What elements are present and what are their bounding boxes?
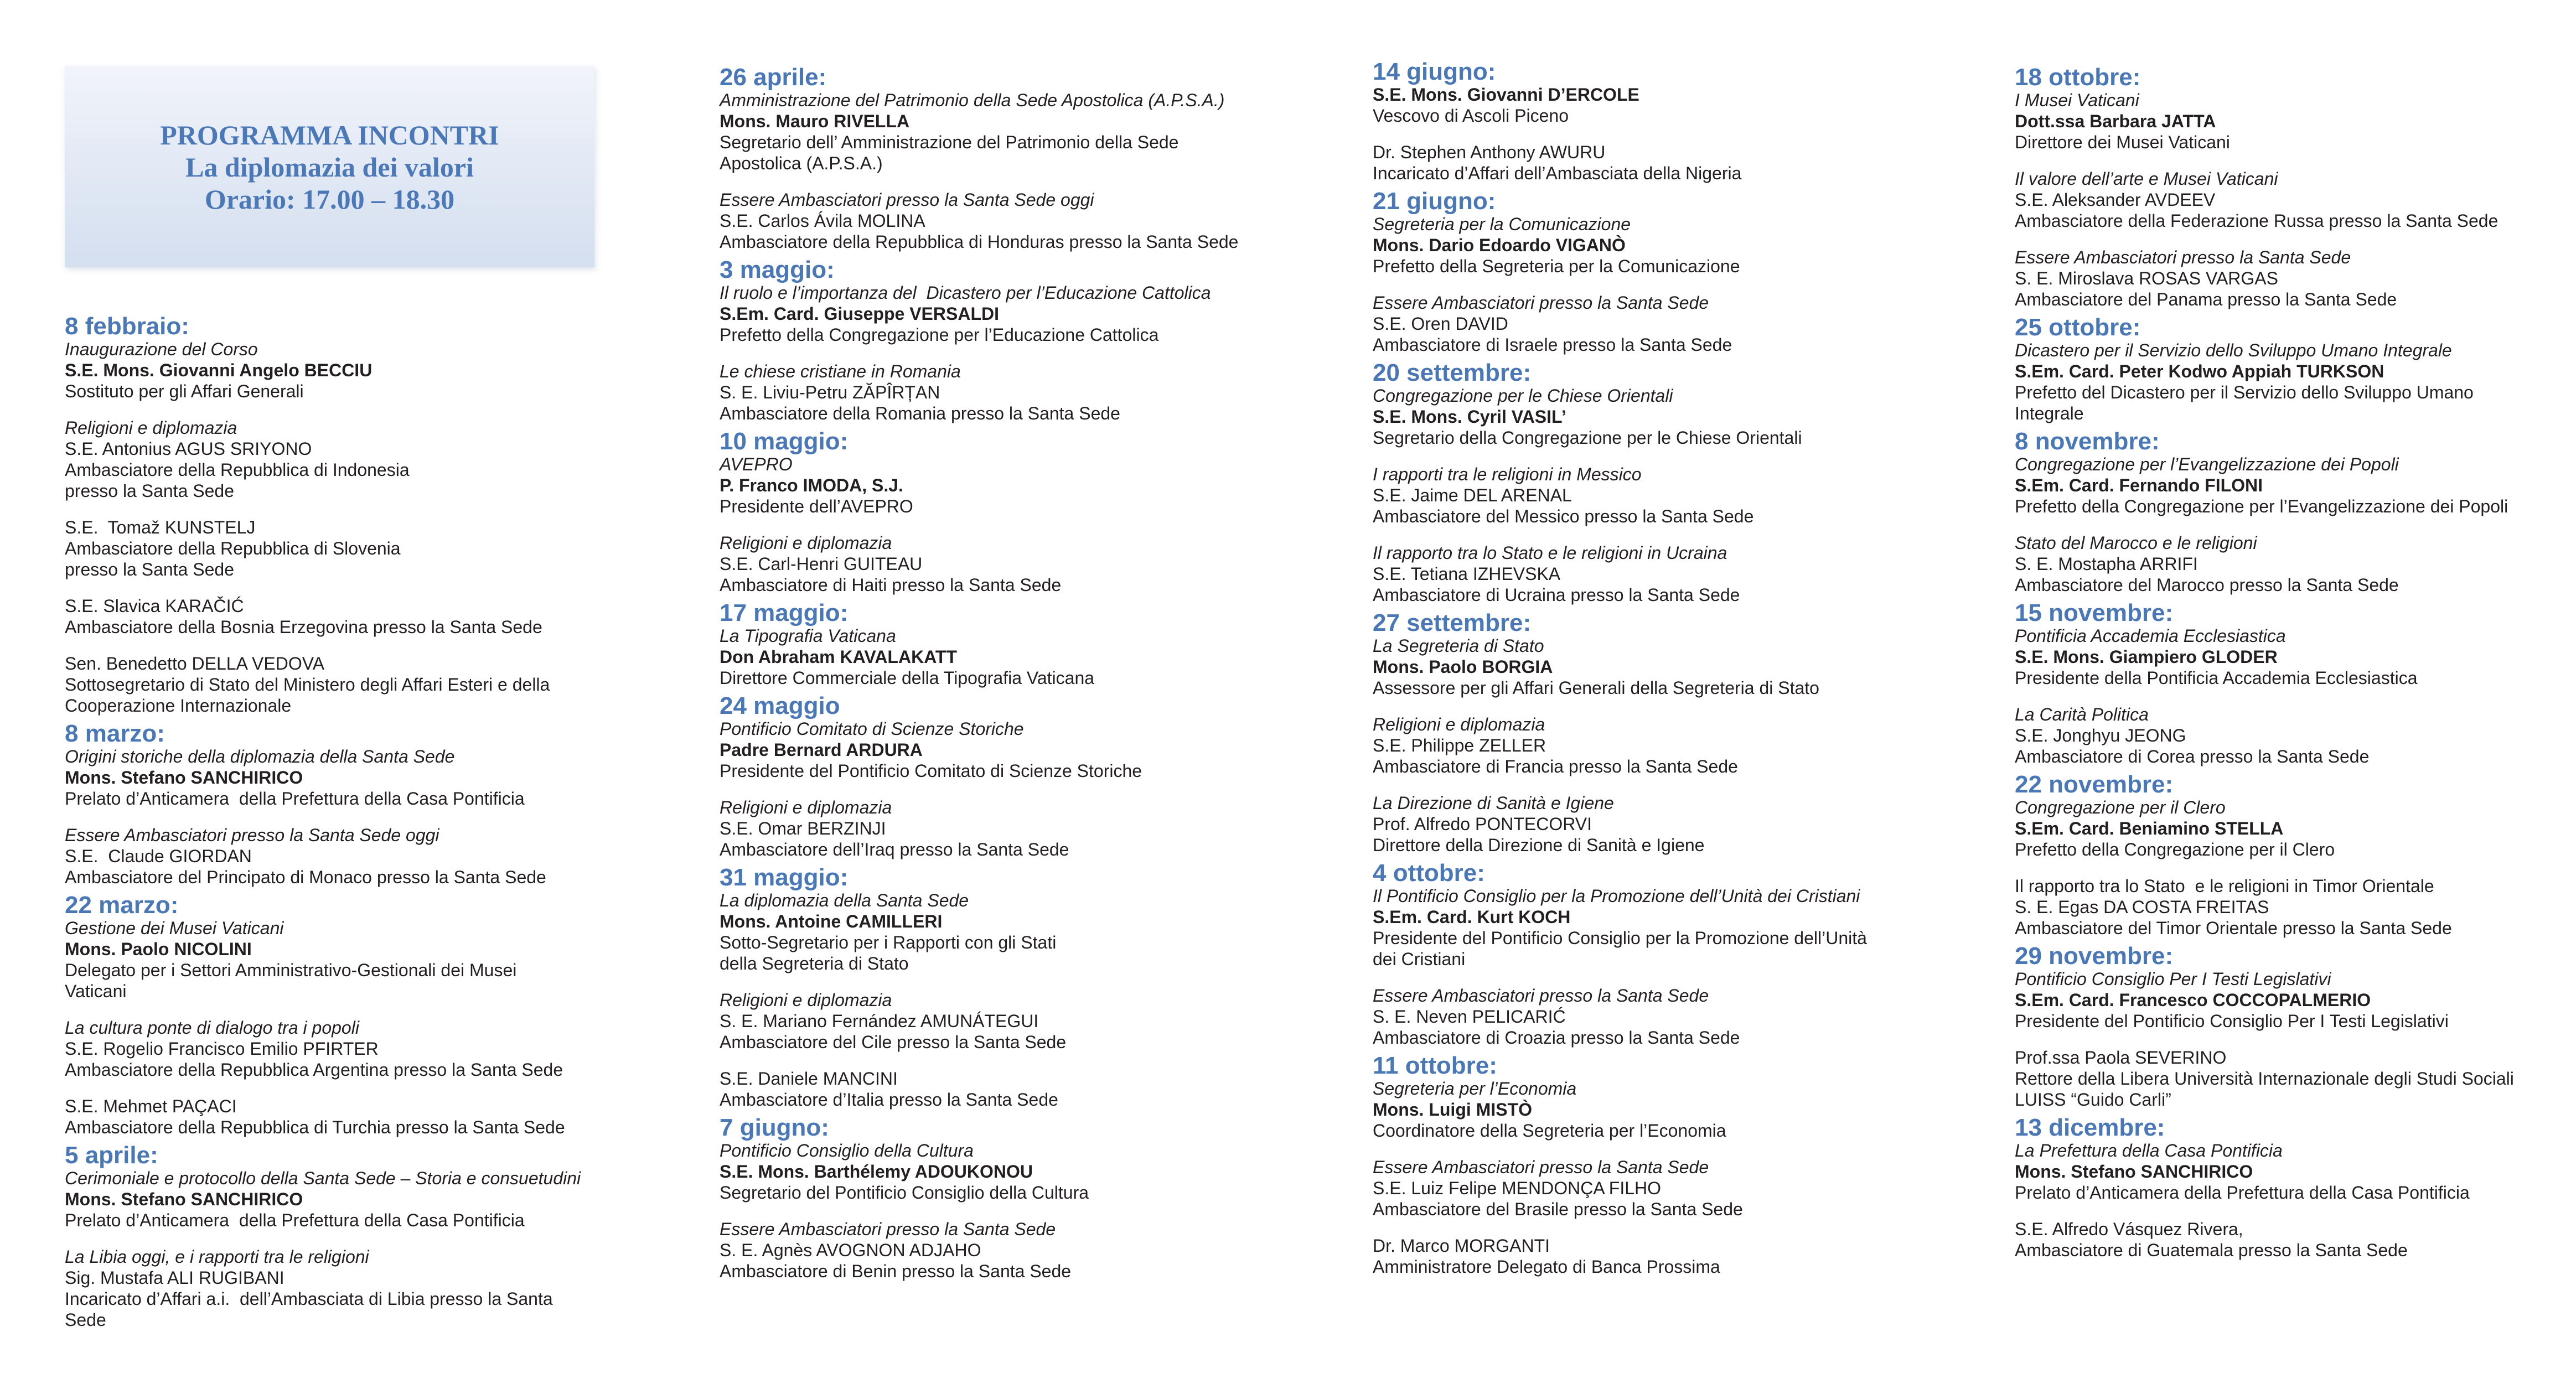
speaker-role: presso la Santa Sede bbox=[65, 481, 234, 501]
session bbox=[720, 282, 1262, 345]
speaker-name: S.E. Mons. Giovanni Angelo BECCIU bbox=[65, 360, 373, 380]
session bbox=[720, 989, 1262, 1053]
session bbox=[65, 653, 607, 716]
speaker-name: Dott.ssa Barbara JATTA bbox=[2015, 111, 2216, 131]
speaker-name: Padre Bernard ARDURA bbox=[720, 740, 923, 760]
date-heading: 20 settembre: bbox=[1373, 359, 1532, 386]
session-theme: Stato del Marocco e le religioni bbox=[2015, 533, 2257, 553]
speaker-name: Sen. Benedetto DELLA VEDOVA bbox=[65, 654, 325, 673]
date-entry bbox=[2015, 1116, 2557, 1261]
speaker-name: S.E. Daniele MANCINI bbox=[720, 1069, 898, 1089]
date-heading: 8 marzo: bbox=[65, 720, 165, 747]
speaker-name: S.E. Antonius AGUS SRIYONO bbox=[65, 439, 312, 459]
session-theme: AVEPRO bbox=[720, 454, 793, 474]
session-theme: Essere Ambasciatori presso la Santa Sede oggi bbox=[720, 190, 1094, 210]
speaker-role: Direttore Commerciale della Tipografia Vaticana bbox=[720, 668, 1095, 688]
speaker-role: Ambasciatore di Israele presso la Santa Sede bbox=[1373, 335, 1732, 355]
session bbox=[2015, 454, 2557, 517]
speaker-name: Mons. Paolo BORGIA bbox=[1373, 657, 1553, 677]
speaker-role: Ambasciatore del Timor Orientale presso la Santa Sede bbox=[2015, 918, 2452, 938]
speaker-name: Dr. Stephen Anthony AWURU bbox=[1373, 142, 1606, 162]
speaker-role: Ambasciatore del Principato di Monaco presso la Santa Sede bbox=[65, 867, 546, 887]
speaker-name: Mons. Stefano SANCHIRICO bbox=[2015, 1162, 2253, 1182]
session bbox=[65, 417, 607, 501]
session bbox=[1373, 542, 1915, 605]
date-heading: 4 ottobre: bbox=[1373, 859, 1485, 887]
speaker-role: Ambasciatore della Repubblica di Turchia presso la Santa Sede bbox=[65, 1117, 565, 1137]
speaker-name: S. E. Mariano Fernández AMUNÁTEGUI bbox=[720, 1011, 1039, 1031]
speaker-role: Ambasciatore di Guatemala presso la Santa Sede bbox=[2015, 1240, 2408, 1260]
speaker-name: S.E. Carlos Ávila MOLINA bbox=[720, 211, 925, 231]
session bbox=[1373, 385, 1915, 448]
speaker-name: S.E. Luiz Felipe MENDONÇA FILHO bbox=[1373, 1178, 1662, 1198]
date-entry bbox=[720, 601, 1262, 688]
speaker-name: S.E. Tetiana IZHEVSKA bbox=[1373, 564, 1561, 584]
session bbox=[720, 189, 1262, 252]
date-entry bbox=[65, 314, 607, 716]
session bbox=[1373, 885, 1915, 970]
date-entry bbox=[65, 893, 607, 1138]
speaker-role: Ambasciatore della Repubblica di Honduras presso la Santa Sede bbox=[720, 232, 1239, 252]
speaker-role: Ambasciatore di Benin presso la Santa Sede bbox=[720, 1261, 1072, 1281]
speaker-name: S.E. Jaime DEL ARENAL bbox=[1373, 485, 1572, 505]
speaker-role: Direttore dei Musei Vaticani bbox=[2015, 132, 2230, 152]
speaker-role: Rettore della Libera Università Internazionale degli Studi Sociali bbox=[2015, 1069, 2514, 1089]
session-theme: La Libia oggi, e i rapporti tra le religioni bbox=[65, 1247, 369, 1267]
date-heading: 15 novembre: bbox=[2015, 599, 2174, 626]
session-theme: La Prefettura della Casa Pontificia bbox=[2015, 1141, 2283, 1160]
session bbox=[720, 1140, 1262, 1203]
date-heading: 14 giugno: bbox=[1373, 58, 1496, 85]
session-theme: Il valore dell’arte e Musei Vaticani bbox=[2015, 169, 2278, 189]
speaker-role: Prefetto della Congregazione per il Clero bbox=[2015, 840, 2335, 859]
date-heading: 29 novembre: bbox=[2015, 942, 2174, 970]
session-theme: La Segreteria di Stato bbox=[1373, 636, 1544, 656]
speaker-role: presso la Santa Sede bbox=[65, 559, 234, 579]
date-heading: 31 maggio: bbox=[720, 864, 849, 891]
speaker-role: Presidente del Pontificio Consiglio Per I Testi Legislativi bbox=[2015, 1011, 2449, 1031]
speaker-name: S.Em. Card. Fernando FILONI bbox=[2015, 475, 2263, 495]
date-heading: 18 ottobre: bbox=[2015, 64, 2141, 91]
session-theme: Religioni e diplomazia bbox=[1373, 714, 1545, 734]
speaker-role: dei Cristiani bbox=[1373, 949, 1466, 969]
session bbox=[65, 825, 607, 888]
speaker-role: Prelato d’Anticamera della Prefettura della Casa Pontificia bbox=[65, 1210, 525, 1230]
date-heading: 17 maggio: bbox=[720, 599, 849, 626]
date-entry bbox=[2015, 315, 2557, 424]
session bbox=[2015, 1219, 2557, 1261]
session bbox=[2015, 340, 2557, 424]
session bbox=[65, 1017, 607, 1080]
speaker-role: Cooperazione Internazionale bbox=[65, 696, 292, 716]
session-theme: Cerimoniale e protocollo della Santa Sede – Storia e consuetudini bbox=[65, 1168, 581, 1188]
date-entry bbox=[1373, 611, 1915, 856]
date-heading: 10 maggio: bbox=[720, 428, 849, 455]
session bbox=[1373, 84, 1915, 126]
session bbox=[1373, 292, 1915, 355]
speaker-role: Integrale bbox=[2015, 403, 2084, 423]
speaker-role: Ambasciatore di Haiti presso la Santa Sede bbox=[720, 575, 1062, 595]
speaker-role: della Segreteria di Stato bbox=[720, 954, 909, 973]
speaker-name: Il rapporto tra lo Stato e le religioni in Timor Orientale bbox=[2015, 876, 2434, 896]
session bbox=[2015, 968, 2557, 1032]
speaker-name: S.E. Aleksander AVDEEV bbox=[2015, 190, 2216, 210]
speaker-role: S. E. Egas DA COSTA FREITAS bbox=[2015, 897, 2269, 917]
date-heading: 22 marzo: bbox=[65, 892, 179, 919]
speaker-name: Prof.ssa Paola SEVERINO bbox=[2015, 1048, 2227, 1068]
session bbox=[2015, 1047, 2557, 1110]
speaker-role: Ambasciatore d’Italia presso la Santa Sede bbox=[720, 1090, 1058, 1110]
speaker-name: S.E. Mons. Giovanni D’ERCOLE bbox=[1373, 85, 1639, 105]
speaker-role: Assessore per gli Affari Generali della Segreteria di Stato bbox=[1373, 678, 1819, 698]
session bbox=[1373, 214, 1915, 277]
session-theme: Essere Ambasciatori presso la Santa Sede bbox=[720, 1219, 1056, 1239]
session-theme: Dicastero per il Servizio dello Sviluppo Umano Integrale bbox=[2015, 340, 2452, 360]
speaker-name: S. E. Neven PELICARIĆ bbox=[1373, 1007, 1566, 1027]
date-heading: 26 aprile: bbox=[720, 64, 827, 91]
speaker-role: Sostituto per gli Affari Generali bbox=[65, 381, 304, 401]
speaker-name: Sig. Mustafa ALI RUGIBANI bbox=[65, 1268, 285, 1288]
session bbox=[1373, 635, 1915, 698]
date-heading: 8 novembre: bbox=[2015, 428, 2160, 455]
speaker-role: Ambasciatore del Brasile presso la Santa Sede bbox=[1373, 1199, 1743, 1219]
speaker-name: S.E. Omar BERZINJI bbox=[720, 818, 886, 838]
speaker-name: Dr. Marco MORGANTI bbox=[1373, 1236, 1550, 1256]
speaker-name: Prof. Alfredo PONTECORVI bbox=[1373, 814, 1592, 834]
speaker-name: S.Em. Card. Giuseppe VERSALDI bbox=[720, 304, 999, 324]
session bbox=[2015, 247, 2557, 310]
session bbox=[1373, 1157, 1915, 1220]
speaker-role: Incaricato d’Affari a.i. dell’Ambasciata di Libia presso la Santa bbox=[65, 1289, 553, 1309]
speaker-name: S.E. Jonghyu JEONG bbox=[2015, 726, 2186, 745]
session-theme: Origini storiche della diplomazia della Santa Sede bbox=[65, 747, 455, 766]
session-theme: Congregazione per le Chiese Orientali bbox=[1373, 386, 1673, 406]
date-heading: 25 ottobre: bbox=[2015, 314, 2141, 341]
session bbox=[2015, 625, 2557, 688]
session-theme: Essere Ambasciatori presso la Santa Sede bbox=[1373, 1157, 1709, 1177]
speaker-role: Ambasciatore della Repubblica di Slovenia bbox=[65, 538, 401, 558]
date-entry bbox=[65, 1143, 607, 1330]
date-heading: 22 novembre: bbox=[2015, 771, 2174, 798]
session-theme: Il Pontificio Consiglio per la Promozione dell’Unità dei Cristiani bbox=[1373, 886, 1860, 906]
speaker-name: Mons. Mauro RIVELLA bbox=[720, 111, 910, 131]
session bbox=[1373, 142, 1915, 184]
speaker-role: Direttore della Direzione di Sanità e Igiene bbox=[1373, 835, 1705, 855]
session bbox=[65, 1096, 607, 1138]
session bbox=[1373, 985, 1915, 1048]
date-entry bbox=[1373, 361, 1915, 605]
speaker-name: Mons. Stefano SANCHIRICO bbox=[65, 1189, 303, 1209]
speaker-name: S.Em. Card. Francesco COCCOPALMERIO bbox=[2015, 990, 2371, 1010]
speaker-role: Prefetto della Segreteria per la Comunicazione bbox=[1373, 256, 1740, 276]
schedule-column-1 bbox=[65, 310, 607, 1336]
session bbox=[2015, 875, 2557, 939]
date-heading: 11 ottobre: bbox=[1373, 1052, 1497, 1079]
date-entry bbox=[720, 65, 1262, 252]
session bbox=[2015, 704, 2557, 767]
speaker-role: Segretario dell’ Amministrazione del Patrimonio della Sede bbox=[720, 132, 1179, 152]
speaker-role: Ambasciatore della Federazione Russa presso la Santa Sede bbox=[2015, 211, 2499, 231]
session-theme: Religioni e diplomazia bbox=[720, 797, 892, 817]
session bbox=[65, 339, 607, 402]
date-heading: 5 aprile: bbox=[65, 1142, 158, 1169]
session bbox=[720, 1219, 1262, 1282]
speaker-role: Sotto-Segretario per i Rapporti con gli Stati bbox=[720, 932, 1057, 952]
speaker-role: Ambasciatore della Repubblica di Indonesia bbox=[65, 460, 410, 480]
speaker-role: Ambasciatore del Cile presso la Santa Sede bbox=[720, 1032, 1067, 1052]
session bbox=[720, 361, 1262, 424]
session-theme: I rapporti tra le religioni in Messico bbox=[1373, 464, 1642, 484]
session bbox=[720, 454, 1262, 517]
speaker-name: S.E. Tomaž KUNSTELJ bbox=[65, 517, 256, 537]
program-title-box bbox=[65, 66, 594, 267]
speaker-name: Don Abraham KAVALAKATT bbox=[720, 647, 958, 667]
speaker-role: Segretario della Congregazione per le Chiese Orientali bbox=[1373, 428, 1802, 448]
session-theme: Il rapporto tra lo Stato e le religioni in Ucraina bbox=[1373, 543, 1727, 563]
speaker-role: Ambasciatore della Repubblica Argentina presso la Santa Sede bbox=[65, 1060, 563, 1080]
speaker-role: Vescovo di Ascoli Piceno bbox=[1373, 106, 1569, 126]
speaker-name: S. E. Miroslava ROSAS VARGAS bbox=[2015, 268, 2278, 288]
session-theme: Essere Ambasciatori presso la Santa Sede bbox=[1373, 986, 1709, 1006]
speaker-role: Presidente del Pontificio Consiglio per la Promozione dell’Unità bbox=[1373, 928, 1867, 948]
speaker-role: Ambasciatore del Messico presso la Santa Sede bbox=[1373, 506, 1754, 526]
speaker-role: Coordinatore della Segreteria per l’Economia bbox=[1373, 1121, 1726, 1141]
session-theme: La diplomazia della Santa Sede bbox=[720, 890, 969, 910]
date-entry bbox=[2015, 944, 2557, 1110]
speaker-role: Delegato per i Settori Amministrativo-Gestionali dei Musei bbox=[65, 960, 517, 980]
session-theme: La Carità Politica bbox=[2015, 704, 2149, 724]
session-theme: La Direzione di Sanità e Igiene bbox=[1373, 793, 1614, 813]
session bbox=[1373, 464, 1915, 527]
speaker-role: Prefetto del Dicastero per il Servizio dello Sviluppo Umano bbox=[2015, 382, 2474, 402]
session bbox=[720, 532, 1262, 595]
session-theme: Religioni e diplomazia bbox=[720, 990, 892, 1010]
session bbox=[720, 718, 1262, 781]
session bbox=[2015, 797, 2557, 860]
date-heading: 24 maggio bbox=[720, 692, 840, 719]
date-entry bbox=[720, 258, 1262, 424]
date-entry bbox=[1373, 189, 1915, 355]
session bbox=[1373, 1078, 1915, 1141]
speaker-role: Ambasciatore di Corea presso la Santa Sede bbox=[2015, 747, 2370, 766]
session bbox=[65, 918, 607, 1002]
session-theme: Essere Ambasciatori presso la Santa Sede oggi bbox=[65, 825, 439, 845]
speaker-name: Mons. Dario Edoardo VIGANÒ bbox=[1373, 235, 1626, 255]
session-theme: Segreteria per l’Economia bbox=[1373, 1079, 1577, 1099]
date-entry bbox=[720, 429, 1262, 595]
speaker-name: Mons. Luigi MISTÒ bbox=[1373, 1100, 1532, 1120]
date-heading: 8 febbraio: bbox=[65, 313, 189, 340]
date-entry bbox=[2015, 65, 2557, 310]
date-entry bbox=[720, 866, 1262, 1110]
session-theme: Congregazione per l’Evangelizzazione dei Popoli bbox=[2015, 454, 2399, 474]
session-theme: Pontificia Accademia Ecclesiastica bbox=[2015, 626, 2286, 646]
date-heading: 27 settembre: bbox=[1373, 609, 1532, 636]
speaker-role: Sottosegretario di Stato del Ministero degli Affari Esteri e della bbox=[65, 675, 550, 695]
speaker-name: Mons. Paolo NICOLINI bbox=[65, 939, 252, 959]
speaker-name: S. E. Mostapha ARRIFI bbox=[2015, 554, 2198, 574]
speaker-name: P. Franco IMODA, S.J. bbox=[720, 475, 903, 495]
speaker-role: Ambasciatore della Bosnia Erzegovina presso la Santa Sede bbox=[65, 617, 542, 637]
program-time: Orario: 17.00 – 18.30 bbox=[204, 183, 455, 215]
program-subtitle: La diplomazia dei valori bbox=[185, 151, 474, 183]
session-theme: Le chiese cristiane in Romania bbox=[720, 361, 961, 381]
schedule-column-4 bbox=[2015, 61, 2557, 1266]
program-title: PROGRAMMA INCONTRI bbox=[160, 119, 499, 151]
schedule-column-2 bbox=[720, 61, 1262, 1287]
speaker-name: S.E. Alfredo Vásquez Rivera, bbox=[2015, 1219, 2243, 1239]
speaker-name: S.E. Mons. Barthélemy ADOUKONOU bbox=[720, 1162, 1033, 1182]
speaker-name: S.E. Claude GIORDAN bbox=[65, 846, 252, 866]
speaker-role: Presidente della Pontificia Accademia Ecclesiastica bbox=[2015, 668, 2418, 688]
date-heading: 13 dicembre: bbox=[2015, 1114, 2165, 1141]
speaker-role: Vaticani bbox=[65, 981, 127, 1001]
session bbox=[720, 1068, 1262, 1110]
speaker-role: Ambasciatore dell’Iraq presso la Santa Sede bbox=[720, 840, 1069, 859]
session bbox=[65, 1168, 607, 1231]
speaker-role: Ambasciatore di Croazia presso la Santa Sede bbox=[1373, 1028, 1740, 1048]
session bbox=[2015, 168, 2557, 231]
speaker-name: S.E. Mons. Giampiero GLODER bbox=[2015, 647, 2278, 667]
session-theme: Pontificio Consiglio Per I Testi Legislativi bbox=[2015, 969, 2331, 989]
date-entry bbox=[720, 1116, 1262, 1282]
session bbox=[2015, 90, 2557, 153]
speaker-role: Prelato d’Anticamera della Prefettura della Casa Pontificia bbox=[65, 789, 525, 809]
speaker-name: S.Em. Card. Kurt KOCH bbox=[1373, 907, 1571, 927]
speaker-name: S.E. Carl-Henri GUITEAU bbox=[720, 554, 923, 574]
speaker-name: S.E. Oren DAVID bbox=[1373, 314, 1508, 334]
session bbox=[720, 90, 1262, 174]
session bbox=[65, 517, 607, 580]
date-heading: 7 giugno: bbox=[720, 1114, 829, 1141]
speaker-name: S.E. Rogelio Francisco Emilio PFIRTER bbox=[65, 1039, 379, 1059]
session bbox=[2015, 532, 2557, 595]
session-theme: Amministrazione del Patrimonio della Sede Apostolica (A.P.S.A.) bbox=[720, 90, 1225, 110]
speaker-role: LUISS “Guido Carli” bbox=[2015, 1090, 2171, 1110]
session bbox=[720, 890, 1262, 974]
speaker-role: Sede bbox=[65, 1310, 106, 1330]
speaker-role: Amministratore Delegato di Banca Prossima bbox=[1373, 1257, 1720, 1277]
session-theme: Essere Ambasciatori presso la Santa Sede bbox=[2015, 247, 2351, 267]
session-theme: Segreteria per la Comunicazione bbox=[1373, 214, 1631, 234]
speaker-name: S. E. Agnès AVOGNON ADJAHO bbox=[720, 1240, 981, 1260]
speaker-role: Prefetto della Congregazione per l’Educazione Cattolica bbox=[720, 325, 1159, 345]
date-entry bbox=[720, 694, 1262, 860]
session-theme: Il ruolo e l’importanza del Dicastero per l’Educazione Cattolica bbox=[720, 283, 1211, 303]
session bbox=[1373, 1235, 1915, 1277]
speaker-name: S.E. Philippe ZELLER bbox=[1373, 735, 1546, 755]
date-entry bbox=[1373, 861, 1915, 1048]
speaker-name: Mons. Stefano SANCHIRICO bbox=[65, 768, 303, 787]
speaker-role: Ambasciatore della Romania presso la Santa Sede bbox=[720, 403, 1120, 423]
speaker-name: S.E. Slavica KARAČIĆ bbox=[65, 596, 244, 616]
speaker-role: Ambasciatore del Panama presso la Santa Sede bbox=[2015, 289, 2397, 309]
date-heading: 21 giugno: bbox=[1373, 188, 1496, 215]
date-heading: 3 maggio: bbox=[720, 256, 835, 283]
session-theme: La Tipografia Vaticana bbox=[720, 626, 896, 646]
speaker-name: S.E. Mons. Cyril VASIL’ bbox=[1373, 407, 1566, 427]
session-theme: Gestione dei Musei Vaticani bbox=[65, 918, 284, 938]
session bbox=[720, 625, 1262, 688]
speaker-role: Incaricato d’Affari dell’Ambasciata della Nigeria bbox=[1373, 163, 1742, 183]
session bbox=[1373, 714, 1915, 777]
session bbox=[720, 797, 1262, 860]
session bbox=[1373, 792, 1915, 856]
date-entry bbox=[2015, 773, 2557, 939]
speaker-role: Ambasciatore di Francia presso la Santa Sede bbox=[1373, 757, 1738, 776]
session-theme: Pontificio Comitato di Scienze Storiche bbox=[720, 719, 1024, 739]
date-entry bbox=[1373, 60, 1915, 184]
date-entry bbox=[2015, 429, 2557, 595]
session-theme: Pontificio Consiglio della Cultura bbox=[720, 1141, 974, 1160]
speaker-role: Prefetto della Congregazione per l’Evangelizzazione dei Popoli bbox=[2015, 496, 2508, 516]
speaker-role: Prelato d’Anticamera della Prefettura della Casa Pontificia bbox=[2015, 1183, 2470, 1203]
date-entry bbox=[65, 722, 607, 888]
session bbox=[65, 746, 607, 809]
session bbox=[65, 1246, 607, 1330]
session-theme: La cultura ponte di dialogo tra i popoli bbox=[65, 1018, 359, 1038]
schedule-column-3 bbox=[1373, 55, 1915, 1283]
speaker-role: Presidente del Pontificio Comitato di Scienze Storiche bbox=[720, 761, 1142, 781]
speaker-role: Ambasciatore del Marocco presso la Santa Sede bbox=[2015, 575, 2399, 595]
speaker-role: Segretario del Pontificio Consiglio della Cultura bbox=[720, 1183, 1089, 1203]
speaker-name: Mons. Antoine CAMILLERI bbox=[720, 911, 943, 931]
session-theme: Religioni e diplomazia bbox=[65, 418, 237, 438]
speaker-name: S. E. Liviu-Petru ZĂPÎRȚAN bbox=[720, 382, 940, 402]
speaker-name: S.E. Mehmet PAÇACI bbox=[65, 1096, 237, 1116]
session bbox=[2015, 1140, 2557, 1203]
session-theme: Essere Ambasciatori presso la Santa Sede bbox=[1373, 293, 1709, 313]
speaker-name: S.Em. Card. Peter Kodwo Appiah TURKSON bbox=[2015, 361, 2384, 381]
speaker-role: Ambasciatore di Ucraina presso la Santa Sede bbox=[1373, 585, 1740, 605]
speaker-name: S.Em. Card. Beniamino STELLA bbox=[2015, 818, 2284, 838]
session-theme: I Musei Vaticani bbox=[2015, 90, 2139, 110]
speaker-role: Presidente dell’AVEPRO bbox=[720, 496, 913, 516]
session-theme: Religioni e diplomazia bbox=[720, 533, 892, 553]
session bbox=[65, 595, 607, 638]
session-theme: Inaugurazione del Corso bbox=[65, 339, 258, 359]
speaker-role: Apostolica (A.P.S.A.) bbox=[720, 153, 883, 173]
date-entry bbox=[2015, 601, 2557, 767]
date-entry bbox=[1373, 1054, 1915, 1277]
session-theme: Congregazione per il Clero bbox=[2015, 797, 2226, 817]
